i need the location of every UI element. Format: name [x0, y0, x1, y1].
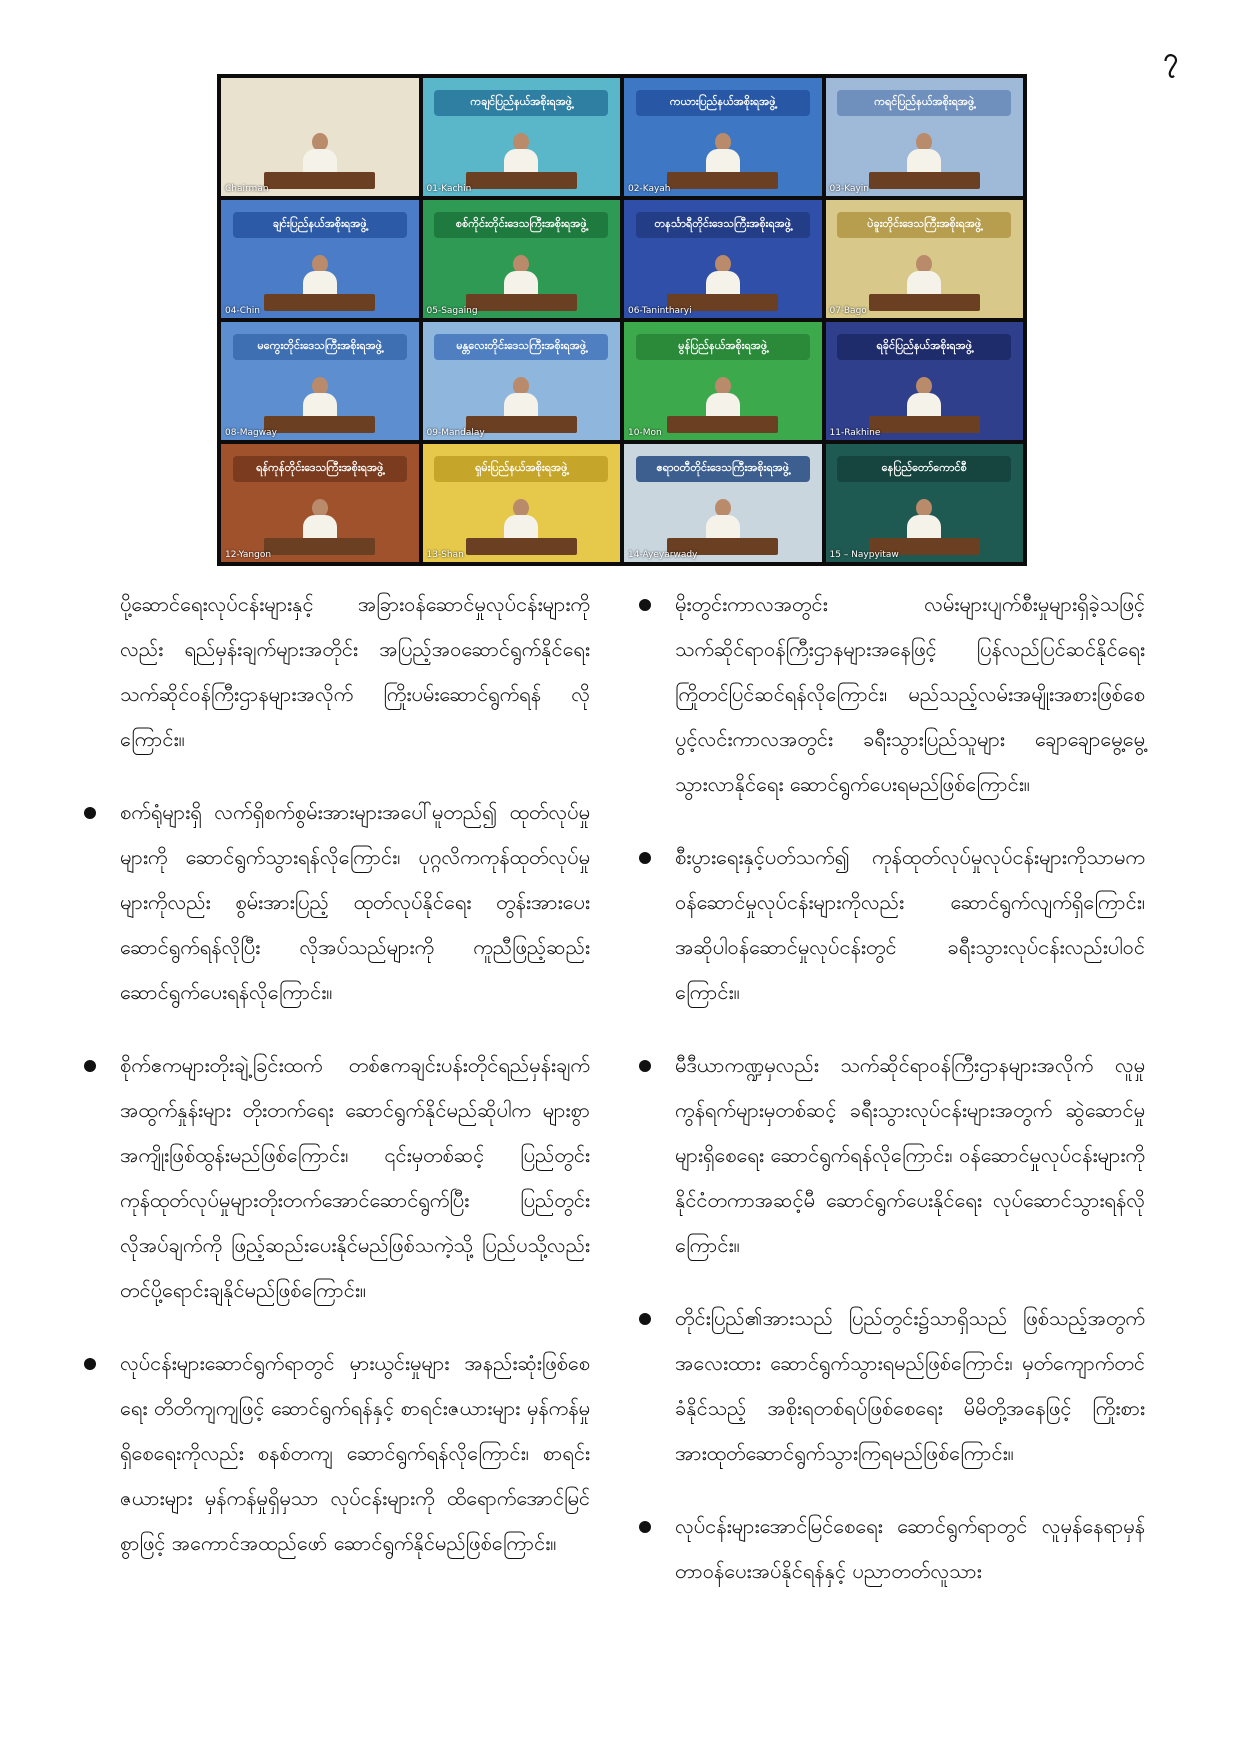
desk — [264, 538, 375, 555]
bullet-text: စက်ရုံများရှိ လက်ရှိစက်စွမ်းအားများအပေါ်မူတည်၍ ထုတ်လုပ်မှုများကို ဆောင်ရွက်သွားရန်လိုကြောင်း၊ ပုဂ္ဂလိကကုန်ထုတ်လုပ်မှုများကိုလည်း စွမ်းအားပြည့် ထုတ်လုပ်နိုင်ရေး တွန်းအားပေးဆောင်ရွက်ရန်လိုပြီး လိုအပ်သည်များကို ကူညီဖြည့်ဆည်းဆောင်ရွက်ပေးရန်လိုကြောင်း။ — [120, 800, 590, 1004]
bullet-text: လုပ်ငန်းများဆောင်ရွက်ရာတွင် မှားယွင်းမှုများ အနည်းဆုံးဖြစ်စေရေး တိတိကျကျဖြင့် ဆောင်ရွက်ရန်နှင့် စာရင်းဇယားများ မှန်ကန်မှုရှိစေရေးကိုလည်း စနစ်တကျ ဆောင်ရွက်ရန်လိုကြောင်း၊ စာရင်းဇယားများ မှန်ကန်မှုရှိမှသာ လုပ်ငန်းများကို ထိရောက်အောင်မြင်စွာဖြင့် အကောင်အထည်ဖော် ဆောင်ရွက်နိုင်မည်ဖြစ်ကြောင်း။ — [120, 1351, 590, 1555]
tile-caption: 08-Magway — [225, 428, 277, 438]
tile-banner: မကွေးတိုင်းဒေသကြီးအစိုးရအဖွဲ့ — [233, 334, 407, 360]
conference-tile — [423, 78, 621, 196]
tile-banner: ရှမ်းပြည်နယ်အစိုးရအဖွဲ့ — [434, 456, 608, 482]
bullet-text: မီဒီယာကဏ္ဍမှလည်း သက်ဆိုင်ရာဝန်ကြီးဌာနများအလိုက် လူမှုကွန်ရက်များမှတစ်ဆင့် ခရီးသွားလုပ်ငန်းများအတွက် ဆွဲဆောင်မှုများရှိစေရေး ဆောင်ရွက်ရန်လိုကြောင်း၊ ဝန်ဆောင်မှုလုပ်ငန်းများကို နိုင်ငံတကာအဆင့်မီ ဆောင်ရွက်ပေးနိုင်ရေး လုပ်ဆောင်သွားရန်လိုကြောင်း။ — [675, 1053, 1145, 1257]
participant-figure — [706, 499, 740, 543]
participant-figure — [504, 499, 538, 543]
tile-caption: 02-Kayah — [628, 184, 671, 194]
page-number: ၇ — [1163, 43, 1178, 73]
bullet-icon — [639, 599, 651, 611]
desk — [264, 172, 375, 189]
participant-figure — [706, 133, 740, 177]
participant-figure — [907, 255, 941, 299]
bullet-text: တိုင်းပြည်၏အားသည် ပြည်တွင်း၌သာရှိသည် ဖြစ်သည့်အတွက် အလေးထား ဆောင်ရွက်သွားရမည်ဖြစ်ကြောင်း၊ မှတ်ကျောက်တင်ခံနိုင်သည့် အစိုးရတစ်ရပ်ဖြစ်စေရေး မိမိတို့အနေဖြင့် ကြိုးစားအားထုတ်ဆောင်ရွက်သွားကြရမည်ဖြစ်ကြောင်း။ — [675, 1306, 1145, 1465]
tile-banner: ရခိုင်ပြည်နယ်အစိုးရအဖွဲ့ — [837, 334, 1011, 360]
desk — [869, 294, 980, 311]
tile-banner: စစ်ကိုင်းတိုင်းဒေသကြီးအစိုးရအဖွဲ့ — [434, 212, 608, 238]
tile-banner: မွန်ပြည်နယ်အစိုးရအဖွဲ့ — [636, 334, 810, 360]
participant-figure — [706, 255, 740, 299]
bullet-text: စီးပွားရေးနှင့်ပတ်သက်၍ ကုန်ထုတ်လုပ်မှုလုပ်ငန်းများကိုသာမက ဝန်ဆောင်မှုလုပ်ငန်းများကိုလည်း ဆောင်ရွက်လျက်ရှိကြောင်း၊ အဆိုပါဝန်ဆောင်မှုလုပ်ငန်းတွင် ခရီးသွားလုပ်ငန်းလည်းပါဝင်ကြောင်း။ — [675, 845, 1145, 1004]
conference-tile — [624, 444, 822, 562]
participant-figure — [303, 377, 337, 421]
bullet-item — [635, 1043, 1145, 1268]
tile-caption: 15 – Naypyitaw — [829, 550, 899, 560]
desk — [466, 294, 577, 311]
tile-banner: ကချင်ပြည်နယ်အစိုးရအဖွဲ့ — [434, 90, 608, 116]
conference-tile — [423, 322, 621, 440]
tile-banner: ချင်းပြည်နယ်အစိုးရအဖွဲ့ — [233, 212, 407, 238]
conference-tile — [624, 200, 822, 318]
participant-figure — [303, 133, 337, 177]
tile-caption: 07-Bago — [829, 306, 867, 316]
tile-caption: 10-Mon — [628, 428, 662, 438]
bullet-item — [80, 1043, 590, 1313]
tile-banner: မန္တလေးတိုင်းဒေသကြီးအစိုးရအဖွဲ့ — [434, 334, 608, 360]
bullet-item — [80, 1341, 590, 1566]
conference-tile — [221, 200, 419, 318]
conference-tile — [624, 78, 822, 196]
tile-caption: 13-Shan — [426, 550, 464, 560]
tile-caption: 09-Mandalay — [426, 428, 485, 438]
participant-figure — [706, 377, 740, 421]
tile-caption: 03-Kayin — [829, 184, 869, 194]
continuation-paragraph: ပို့ဆောင်ရေးလုပ်ငန်းများနှင့် အခြားဝန်ဆောင်မှုလုပ်ငန်းများကိုလည်း ရည်မှန်းချက်များအတိုင်း အပြည့်အဝဆောင်ရွက်နိုင်ရေး သက်ဆိုင်ဝန်ကြီးဌာနများအလိုက် ကြိုးပမ်းဆောင်ရွက်ရန် လိုကြောင်း။ — [120, 592, 590, 751]
bullet-text: မိုးတွင်းကာလအတွင်း လမ်းများပျက်စီးမှုများရှိခဲ့သဖြင့် သက်ဆိုင်ရာဝန်ကြီးဌာနများအနေဖြင့် ပြန်လည်ပြင်ဆင်နိုင်ရေး ကြိုတင်ပြင်ဆင်ရန်လိုကြောင်း၊ မည်သည့်လမ်းအမျိုးအစားဖြစ်စေ ပွင့်လင်းကာလအတွင်း ခရီးသွားပြည်သူများ ချောချောမွေ့မွေ့ သွားလာနိုင်ရေး ဆောင်ရွက်ပေးရမည်ဖြစ်ကြောင်း။ — [675, 592, 1145, 796]
tile-banner: ကရင်ပြည်နယ်အစိုးရအဖွဲ့ — [837, 90, 1011, 116]
participant-figure — [504, 133, 538, 177]
desk — [466, 538, 577, 555]
conference-tile — [826, 200, 1024, 318]
tile-banner: ပဲခူးတိုင်းဒေသကြီးအစိုးရအဖွဲ့ — [837, 212, 1011, 238]
participant-figure — [907, 133, 941, 177]
bullet-item — [635, 1504, 1145, 1594]
bullet-item — [80, 790, 590, 1015]
tile-caption: 04-Chin — [225, 306, 260, 316]
conference-tile — [423, 444, 621, 562]
bullet-text: စိုက်ဧကများတိုးချဲ့ခြင်းထက် တစ်ဧကချင်းပန်းတိုင်ရည်မှန်းချက် အထွက်နှုန်းများ တိုးတက်ရေး ဆောင်ရွက်နိုင်မည်ဆိုပါက များစွာအကျိုးဖြစ်ထွန်းမည်ဖြစ်ကြောင်း၊ ၎င်းမှတစ်ဆင့် ပြည်တွင်းကုန်ထုတ်လုပ်မှုများတိုးတက်အောင်ဆောင်ရွက်ပြီး ပြည်တွင်းလိုအပ်ချက်ကို ဖြည့်ဆည်းပေးနိုင်မည်ဖြစ်သကဲ့သို့ ပြည်ပသို့လည်း တင်ပို့ရောင်းချနိုင်မည်ဖြစ်ကြောင်း။ — [120, 1053, 590, 1302]
bullet-icon — [84, 1060, 96, 1072]
bullet-icon — [84, 807, 96, 819]
conference-tile — [221, 444, 419, 562]
bullet-item — [635, 1296, 1145, 1476]
tile-caption: 01-Kachin — [426, 184, 472, 194]
tile-caption: 05-Sagaing — [426, 306, 478, 316]
conference-tile — [624, 322, 822, 440]
bullet-icon — [84, 1358, 96, 1370]
conference-tile — [826, 322, 1024, 440]
tile-caption: 06-Tanintharyi — [628, 306, 692, 316]
desk — [264, 416, 375, 433]
conference-tile — [221, 322, 419, 440]
bullet-icon — [639, 852, 651, 864]
tile-banner: ဧရာဝတီတိုင်းဒေသကြီးအစိုးရအဖွဲ့ — [636, 456, 810, 482]
right-column — [635, 582, 1145, 1622]
desk — [466, 172, 577, 189]
tile-caption: 11-Rakhine — [829, 428, 881, 438]
desk — [869, 172, 980, 189]
conference-tile — [423, 200, 621, 318]
bullet-icon — [639, 1313, 651, 1325]
tile-banner: တနင်္သာရီတိုင်းဒေသကြီးအစိုးရအဖွဲ့ — [636, 212, 810, 238]
tile-banner: ကယားပြည်နယ်အစိုးရအဖွဲ့ — [636, 90, 810, 116]
conference-tile — [826, 78, 1024, 196]
participant-figure — [504, 377, 538, 421]
bullet-icon — [639, 1060, 651, 1072]
bullet-icon — [639, 1521, 651, 1533]
tile-banner: ရန်ကုန်တိုင်းဒေသကြီးအစိုးရအဖွဲ့ — [233, 456, 407, 482]
desk — [667, 416, 778, 433]
participant-figure — [303, 255, 337, 299]
participant-figure — [907, 377, 941, 421]
participant-figure — [303, 499, 337, 543]
left-column — [80, 582, 590, 1594]
tile-caption: 12-Yangon — [225, 550, 272, 560]
conference-tile — [221, 78, 419, 196]
participant-figure — [907, 499, 941, 543]
bullet-text: လုပ်ငန်းများအောင်မြင်စေရေး ဆောင်ရွက်ရာတွင် လူမှန်နေရာမှန် တာဝန်ပေးအပ်နိုင်ရန်နှင့် ပညာတတ်လူသား — [675, 1514, 1145, 1583]
tile-caption: 14-Ayeyarwady — [628, 550, 698, 560]
bullet-item — [635, 835, 1145, 1015]
tile-banner: နေပြည်တော်ကောင်စီ — [837, 456, 1011, 482]
desk — [667, 172, 778, 189]
desk — [869, 416, 980, 433]
conference-tile — [826, 444, 1024, 562]
video-conference-photo — [217, 74, 1027, 566]
desk — [264, 294, 375, 311]
bullet-item — [635, 582, 1145, 807]
participant-figure — [504, 255, 538, 299]
tile-caption: Chairman — [225, 184, 269, 194]
